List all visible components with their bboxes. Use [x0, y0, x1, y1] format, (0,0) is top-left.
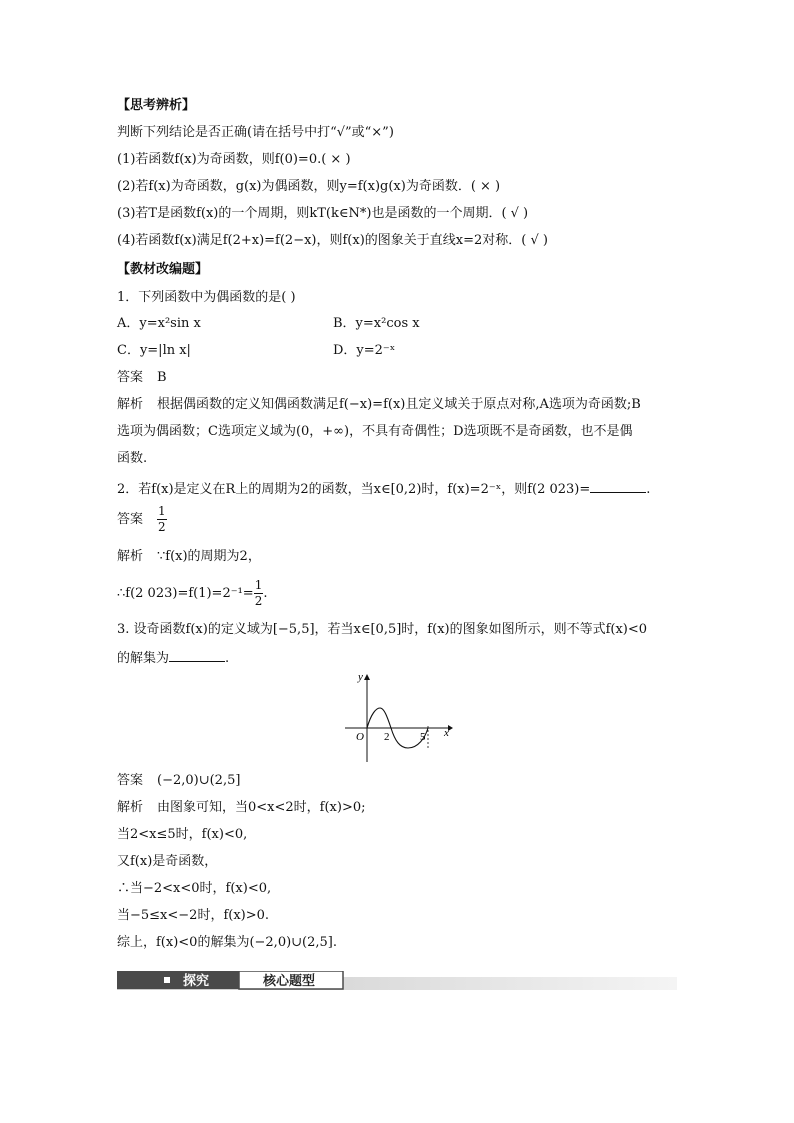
q1-answer-value: B — [157, 370, 167, 385]
answer-label: 答案 — [117, 512, 144, 527]
q3-answer-value: (−2,0)∪(2,5] — [157, 773, 241, 788]
q2-analysis-line-2 — [117, 578, 267, 609]
section-header-think: 【思考辨析】 — [117, 98, 196, 113]
answer-label: 答案 — [117, 370, 144, 385]
analysis-label: 解析 — [117, 800, 144, 815]
fraction-numerator: 1 — [254, 578, 263, 592]
q2-analysis-end: . — [263, 586, 268, 601]
banner-bullet-icon — [164, 977, 170, 983]
fraction-denominator: 2 — [158, 520, 166, 534]
q1-analysis-line-2: 选项为偶函数；C选项定义域为(0，+∞)，不具有奇偶性；D选项既不是奇函数，也不是偶 — [117, 424, 633, 439]
q3-analysis-text: 由图象可知，当0<x<2时，f(x)>0; — [157, 800, 366, 815]
banner-left-label: 探究 — [183, 974, 210, 989]
q1-option-b: B．y=x²cos x — [333, 316, 420, 331]
q2-answer — [117, 504, 167, 535]
y-axis-arrow — [364, 674, 370, 680]
q3-analysis-line-4: ∴当−2<x<0时，f(x)<0, — [117, 881, 272, 896]
q1-analysis-text: 根据偶函数的定义知偶函数满足f(−x)=f(x)且定义域关于原点对称,A选项为奇函数;B — [157, 397, 641, 412]
fraction-denominator: 2 — [254, 594, 263, 608]
x-axis-label: x — [444, 727, 449, 739]
q1-options-row-2 — [117, 343, 396, 359]
q1-answer — [117, 370, 167, 386]
banner-left-block — [117, 971, 239, 989]
answer-label: 答案 — [117, 773, 144, 788]
q2-stem-end: . — [646, 482, 651, 497]
q2-analysis-text: ∵f(x)的周期为2， — [157, 549, 261, 564]
function-graph — [340, 670, 455, 765]
q3-analysis-line-3: 又f(x)是奇函数， — [117, 854, 218, 869]
q3-stem-text: 的解集为 — [117, 651, 170, 666]
q1-analysis-line-1 — [117, 397, 641, 413]
think-item-3: (3)若T是函数f(x)的一个周期，则kT(k∈N*)也是函数的一个周期．( √ ) — [117, 206, 529, 221]
q1-option-d: D．y=2⁻ˣ — [333, 343, 396, 358]
q1-analysis-line-3: 函数. — [117, 451, 148, 466]
q1-option-c: C．y=|ln x| — [117, 343, 191, 358]
q3-analysis-line-6: 综上，f(x)<0的解集为(−2,0)∪(2,5]. — [117, 935, 338, 950]
q3-stem-line-1: 3. 设奇函数f(x)的定义域为[−5,5]，若当x∈[0,5]时，f(x)的图象如图所示，则不等式f(x)<0 — [117, 622, 648, 637]
q2-analysis-line-1 — [117, 549, 261, 565]
think-item-1: (1)若函数f(x)为奇函数，则f(0)=0.( × ) — [117, 152, 351, 167]
q3-stem-end: . — [225, 651, 230, 666]
q2-answer-fraction — [157, 504, 167, 535]
q3-answer — [117, 773, 240, 789]
q3-analysis-line-5: 当−5≤x<−2时，f(x)>0. — [117, 908, 270, 923]
answer-blank — [169, 649, 225, 662]
q2-stem-text: 2．若f(x)是定义在R上的周期为2的函数，当x∈[0,2)时，f(x)=2⁻ˣ，则f(2 023)= — [117, 482, 591, 497]
q1-options-row-1 — [117, 316, 420, 332]
tick-label-5: 5 — [420, 731, 426, 743]
y-axis-label: y — [358, 671, 363, 683]
answer-blank — [590, 480, 646, 493]
banner-right-label: 核心题型 — [263, 974, 316, 989]
think-item-4: (4)若函数f(x)满足f(2+x)=f(2−x)，则f(x)的图象关于直线x=2对称．( √ ) — [117, 233, 548, 248]
think-item-2: (2)若f(x)为奇函数，g(x)为偶函数，则y=f(x)g(x)为奇函数．( × ) — [117, 179, 501, 194]
q2-analysis-fraction — [254, 578, 264, 609]
analysis-label: 解析 — [117, 549, 144, 564]
analysis-label: 解析 — [117, 397, 144, 412]
q1-option-a: A．y=x²sin x — [117, 316, 201, 331]
tick-label-2: 2 — [384, 731, 390, 743]
section-header-textbook: 【教材改编题】 — [117, 262, 209, 277]
q3-analysis-line-1 — [117, 800, 366, 816]
origin-label: O — [356, 731, 364, 743]
fraction-numerator: 1 — [158, 504, 166, 518]
section-banner — [117, 971, 677, 991]
q2-stem — [117, 480, 650, 498]
q2-analysis-expr: ∴f(2 023)=f(1)=2⁻¹= — [117, 586, 254, 601]
q3-stem-line-2 — [117, 649, 229, 667]
q3-analysis-line-2: 当2<x≤5时，f(x)<0, — [117, 827, 248, 842]
q1-stem: 1．下列函数中为偶函数的是( ) — [117, 290, 296, 305]
think-intro: 判断下列结论是否正确(请在括号中打“√”或“×”) — [117, 125, 394, 140]
